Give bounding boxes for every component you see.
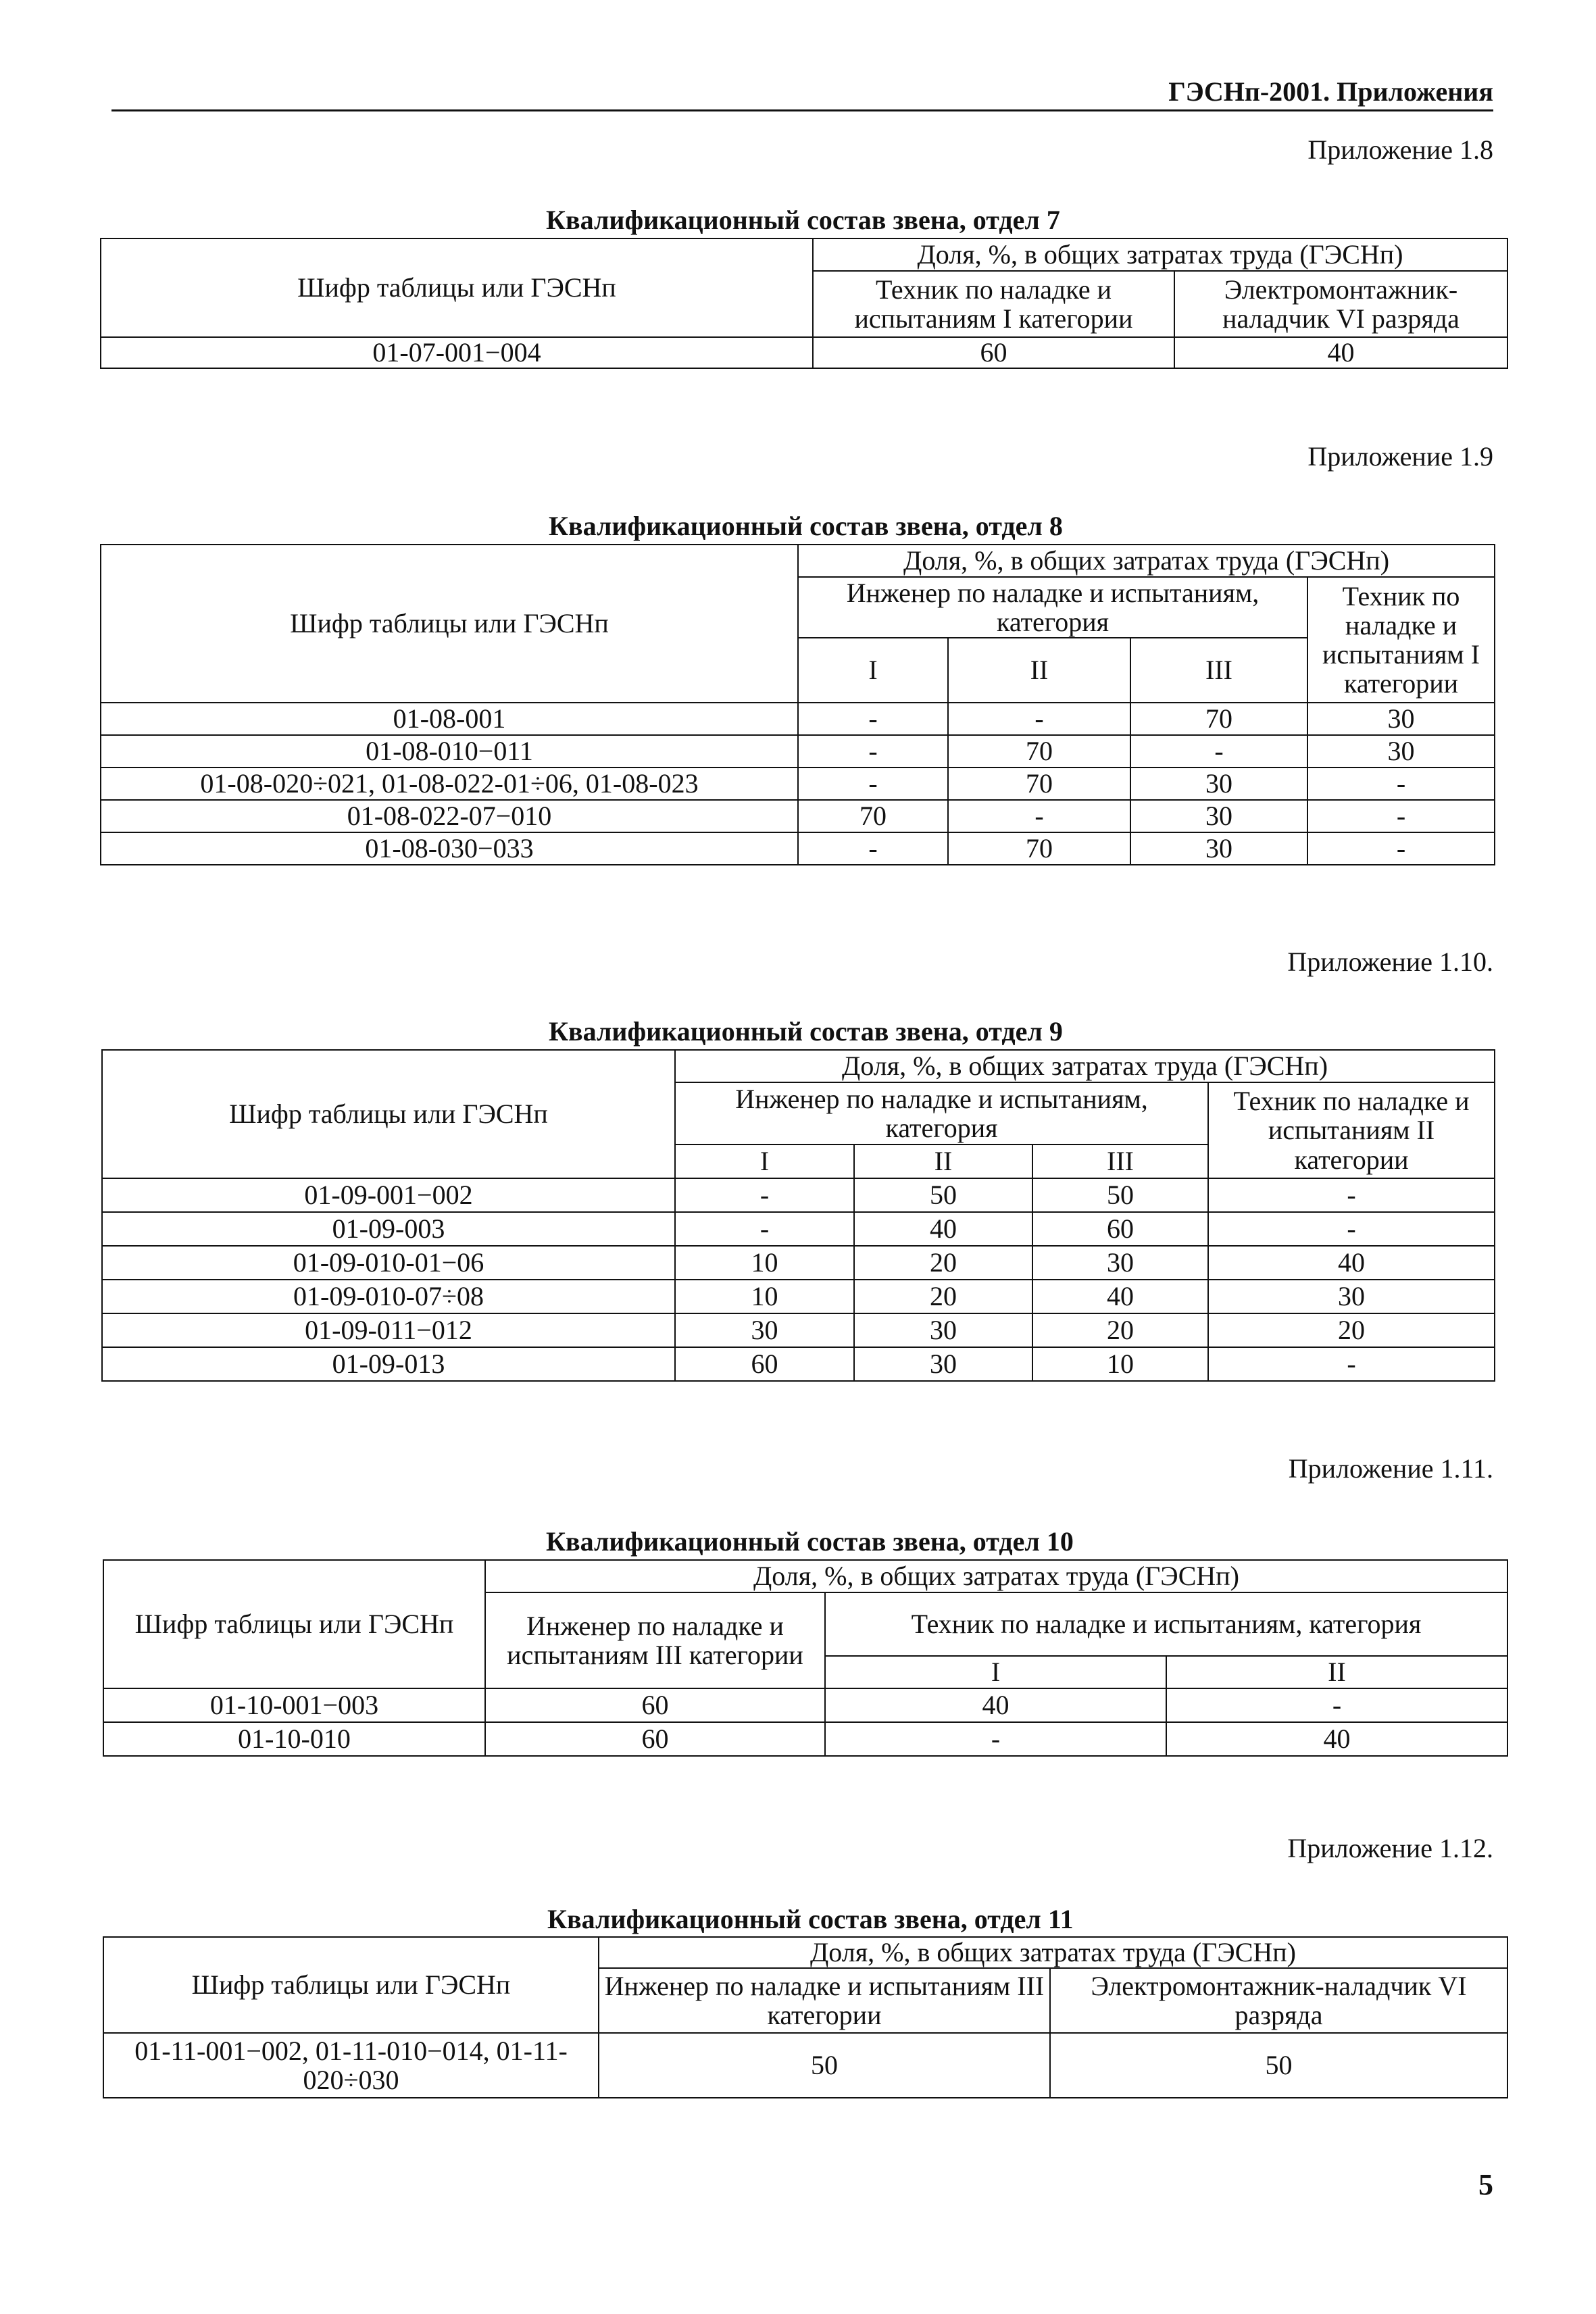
header-cat-1: I [798,638,948,703]
header-cat-3: III [1130,638,1307,703]
appendix-1-9-label: Приложение 1.9 [1307,441,1493,472]
header-engineer: Инженер по наладке и испытаниям, категория [675,1082,1208,1145]
table-dept-8 [100,544,1495,865]
table-dept-7 [100,238,1508,369]
table-dept-9 [101,1049,1495,1382]
cell-value: 50 [1050,2033,1507,2098]
row-code: 01-09-011−012 [102,1313,675,1347]
header-technician: Техник по наладке и испытаниям, категория [825,1592,1507,1656]
cell-value: 70 [798,800,948,832]
cell-value: 50 [599,2033,1050,2098]
header-technician: Техник по наладке и испытаниям I категории [1307,577,1495,703]
table-row [101,800,1495,832]
table-10-caption: Квалификационный состав звена, отдел 10 [546,1526,1074,1557]
table-row [101,768,1495,800]
table-row [101,832,1495,865]
appendix-1-11-label: Приложение 1.11. [1288,1453,1493,1484]
cell-value: 70 [1130,703,1307,735]
header-share: Доля, %, в общих затратах труда (ГЭСНп) [599,1937,1507,1968]
cell-value: 30 [1032,1246,1208,1280]
row-code: 01-08-001 [101,703,798,735]
row-code: 01-09-010-07÷08 [102,1280,675,1313]
cell-value: 30 [854,1347,1032,1381]
cell-value: - [1208,1212,1495,1246]
cell-value: 20 [854,1280,1032,1313]
table-row [102,1246,1495,1280]
cell-value: 60 [485,1688,825,1722]
cell-value: 30 [854,1313,1032,1347]
header-technician: Техник по наладке и испытаниям II категории [1208,1082,1495,1178]
header-cat-2: II [1166,1656,1507,1688]
cell-value: - [1208,1347,1495,1381]
row-code: 01-09-001−002 [102,1178,675,1212]
cell-value: 60 [675,1347,854,1381]
row-code: 01-08-020÷021, 01-08-022-01÷06, 01-08-023 [101,768,798,800]
cell-value: - [798,768,948,800]
cell-value: - [1307,832,1495,865]
cell-value: 20 [1208,1313,1495,1347]
table-row [102,1313,1495,1347]
header-code: Шифр таблицы или ГЭСНп [103,1937,599,2033]
header-engineer: Инженер по наладке и испытаниям III категории [485,1592,825,1688]
cell-value: 10 [675,1280,854,1313]
cell-value: - [675,1178,854,1212]
cell-value: - [1130,735,1307,768]
cell-value: 70 [948,768,1130,800]
header-rule [111,109,1493,111]
cell-value: - [948,800,1130,832]
header-share: Доля, %, в общих затратах труда (ГЭСНп) [813,238,1507,271]
row-code: 01-09-010-01−06 [102,1246,675,1280]
table-row [103,1688,1507,1722]
cell-value: 40 [1174,337,1507,368]
cell-value: 60 [813,337,1174,368]
cell-value: 50 [854,1178,1032,1212]
table-dept-11 [103,1936,1508,2098]
cell-value: 70 [948,735,1130,768]
header-code: Шифр таблицы или ГЭСНп [101,545,798,703]
cell-value: - [798,735,948,768]
header-electrician: Электромонтажник-наладчик VI разряда [1174,271,1507,337]
cell-value: - [1166,1688,1507,1722]
cell-value: - [948,703,1130,735]
cell-value: - [798,703,948,735]
header-share: Доля, %, в общих затратах труда (ГЭСНп) [798,545,1495,577]
cell-value: 20 [854,1246,1032,1280]
table-9-caption: Квалификационный состав звена, отдел 9 [549,1016,1063,1047]
cell-value: 40 [825,1688,1166,1722]
header-cat-1: I [675,1145,854,1178]
row-code: 01-11-001−002, 01-11-010−014, 01-11-020÷030 [103,2033,599,2098]
cell-value: 60 [485,1722,825,1756]
table-row [103,1722,1507,1756]
appendix-1-8-label: Приложение 1.8 [1307,134,1493,165]
cell-value: - [1307,800,1495,832]
cell-value: 10 [1032,1347,1208,1381]
cell-value: 50 [1032,1178,1208,1212]
header-engineer: Инженер по наладке и испытаниям, категория [798,577,1307,638]
cell-value: 30 [1307,735,1495,768]
table-row [101,735,1495,768]
header-electrician: Электромонтажник-наладчик VI разряда [1050,1968,1507,2033]
table-8-caption: Квалификационный состав звена, отдел 8 [549,511,1063,541]
header-cat-1: I [825,1656,1166,1688]
table-row [102,1212,1495,1246]
header-cat-3: III [1032,1145,1208,1178]
header-code: Шифр таблицы или ГЭСНп [103,1560,485,1688]
cell-value: 10 [675,1246,854,1280]
cell-value: 30 [675,1313,854,1347]
row-code: 01-08-010−011 [101,735,798,768]
header-engineer: Инженер по наладке и испытаниям III категории [599,1968,1050,2033]
row-code: 01-10-010 [103,1722,485,1756]
cell-value: 70 [948,832,1130,865]
table-row [102,1347,1495,1381]
table-row [101,703,1495,735]
table-row [103,2033,1507,2098]
table-dept-10 [103,1559,1508,1757]
cell-value: 40 [1208,1246,1495,1280]
header-technician: Техник по наладке и испытаниям I категории [813,271,1174,337]
table-7-caption: Квалификационный состав звена, отдел 7 [546,205,1060,235]
table-row [102,1280,1495,1313]
cell-value: - [1208,1178,1495,1212]
header-share: Доля, %, в общих затратах труда (ГЭСНп) [675,1050,1495,1082]
cell-value: - [1307,768,1495,800]
cell-value: - [798,832,948,865]
cell-value: 60 [1032,1212,1208,1246]
header-share: Доля, %, в общих затратах труда (ГЭСНп) [485,1560,1507,1592]
header-cat-2: II [854,1145,1032,1178]
cell-value: 30 [1208,1280,1495,1313]
header-cat-2: II [948,638,1130,703]
cell-value: - [825,1722,1166,1756]
cell-value: 20 [1032,1313,1208,1347]
row-code: 01-09-013 [102,1347,675,1381]
cell-value: 30 [1307,703,1495,735]
cell-value: 40 [1032,1280,1208,1313]
table-row [102,1178,1495,1212]
appendix-1-10-label: Приложение 1.10. [1287,947,1493,977]
header-code: Шифр таблицы или ГЭСНп [102,1050,675,1178]
row-code: 01-09-003 [102,1212,675,1246]
cell-value: 40 [854,1212,1032,1246]
page-number: 5 [1478,2168,1493,2201]
cell-value: 30 [1130,768,1307,800]
table-row [101,337,1507,368]
appendix-1-12-label: Приложение 1.12. [1287,1833,1493,1863]
row-code: 01-08-030−033 [101,832,798,865]
table-11-caption: Квалификационный состав звена, отдел 11 [547,1904,1074,1934]
cell-value: 40 [1166,1722,1507,1756]
cell-value: 30 [1130,832,1307,865]
cell-value: - [675,1212,854,1246]
row-code: 01-10-001−003 [103,1688,485,1722]
row-code: 01-08-022-07−010 [101,800,798,832]
row-code: 01-07-001−004 [101,337,813,368]
header-code: Шифр таблицы или ГЭСНп [101,238,813,337]
running-header: ГЭСНп-2001. Приложения [1168,76,1493,107]
cell-value: 30 [1130,800,1307,832]
